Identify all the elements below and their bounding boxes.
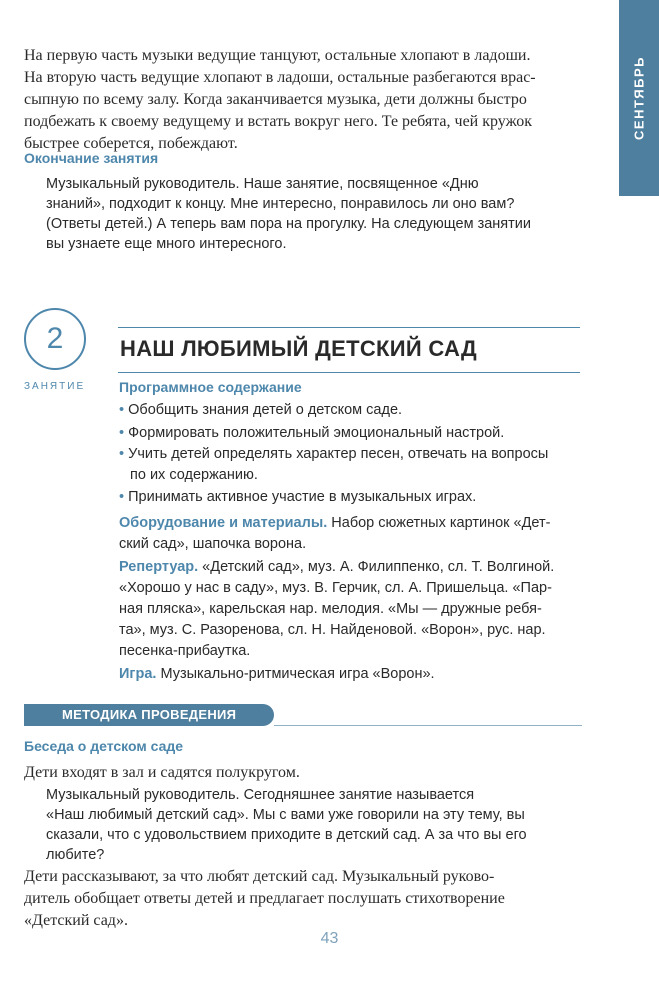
final-line: Дети рассказывают, за что любят детский сад. Музыкальный руково-: [24, 868, 495, 885]
ending-heading: Окончание занятия: [24, 150, 159, 166]
final-line: «Детский сад».: [24, 912, 128, 929]
method-quote-line: Музыкальный руководитель. Сегодняшнее занятие называется: [46, 787, 475, 803]
method-quote-line: сказали, что с удовольствием приходите в детский сад. А за что вы его: [46, 827, 527, 843]
game-text: Музыкально-ритмическая игра «Ворон».: [156, 666, 435, 682]
game-line: [119, 664, 582, 685]
final-line: дитель обобщает ответы детей и предлагает послушать стихотворение: [24, 890, 505, 907]
intro-line: быстрее соберется, побеждают.: [24, 135, 238, 152]
intro-line: На первую часть музыки ведущие танцуют, остальные хлопают в ладоши.: [24, 47, 531, 64]
repertoire-line: ная пляска», карельская нар. мелодия. «Мы — дружные ребя-: [119, 601, 542, 617]
page-number: 43: [320, 930, 339, 947]
bullet-item: [119, 423, 582, 444]
title-bottom-rule: [118, 372, 580, 373]
program-heading: Программное содержание: [119, 379, 302, 395]
bullet-text: Учить детей определять характер песен, отвечать на вопросы: [128, 446, 549, 462]
method-quote-line: любите?: [46, 847, 105, 863]
intro-line: На вторую часть ведущие хлопают в ладоши, остальные разбегаются врас-: [24, 69, 536, 86]
ending-line: (Ответы детей.) А теперь вам пора на прогулку. На следующем занятии: [46, 216, 531, 232]
bullet-item: [119, 444, 582, 465]
talk-heading: Беседа о детском саде: [24, 738, 184, 754]
title-top-rule: [118, 327, 580, 328]
ending-line: вы узнаете еще много интересного.: [46, 236, 287, 252]
method-banner-label: МЕТОДИКА ПРОВЕДЕНИЯ: [62, 707, 237, 722]
bullet-text-continued: по их содержанию.: [130, 467, 258, 483]
bullet-item: [119, 487, 582, 508]
intro-line: сыпную по всему залу. Когда заканчивается музыка, дети должны быстро: [24, 91, 527, 108]
enter-line: Дети входят в зал и садятся полукругом.: [24, 764, 300, 781]
lesson-number-badge: 2: [24, 308, 86, 370]
equipment-label: Оборудование и материалы.: [119, 515, 328, 531]
ending-line: Музыкальный руководитель. Наше занятие, посвященное «Дню: [46, 176, 479, 192]
bullet-item: [119, 400, 582, 421]
bullet-dot-icon: •: [119, 425, 129, 441]
ending-line: знаний», подходит к концу. Мне интересно, понравилось ли оно вам?: [46, 196, 515, 212]
equipment-line: [119, 513, 582, 534]
repertoire-text: «Детский сад», муз. А. Филиппенко, сл. Т. Волгиной.: [198, 559, 555, 575]
month-label: СЕНТЯБРЬ: [631, 56, 647, 140]
lesson-word: ЗАНЯТИЕ: [24, 381, 86, 392]
repertoire-label: Репертуар.: [119, 559, 199, 575]
method-banner-rule: [274, 725, 582, 726]
game-label: Игра.: [119, 666, 157, 682]
bullet-text: Обобщить знания детей о детском саде.: [128, 402, 403, 418]
method-banner: [24, 704, 274, 726]
repertoire-line: [119, 557, 582, 578]
intro-line: подбежать к своему ведущему и встать вокруг него. Те ребята, чей кружок: [24, 113, 533, 130]
repertoire-line: «Хорошо у нас в саду», муз. В. Герчик, сл. А. Пришельца. «Пар-: [119, 580, 552, 596]
equipment-line: ский сад», шапочка ворона.: [119, 536, 307, 552]
lesson-title: НАШ ЛЮБИМЫЙ ДЕТСКИЙ САД: [120, 336, 477, 361]
bullet-dot-icon: •: [119, 489, 129, 505]
repertoire-line: песенка-прибаутка.: [119, 643, 251, 659]
bullet-dot-icon: •: [119, 446, 129, 462]
month-side-tab: [619, 0, 659, 196]
repertoire-line: та», муз. С. Разоренова, сл. Н. Найденовой. «Ворон», рус. нар.: [119, 622, 546, 638]
equipment-text: Набор сюжетных картинок «Дет-: [327, 515, 551, 531]
bullet-text: Принимать активное участие в музыкальных играх.: [128, 489, 477, 505]
bullet-text: Формировать положительный эмоциональный настрой.: [128, 425, 505, 441]
bullet-dot-icon: •: [119, 402, 129, 418]
method-quote-line: «Наш любимый детский сад». Мы с вами уже говорили на эту тему, вы: [46, 807, 525, 823]
